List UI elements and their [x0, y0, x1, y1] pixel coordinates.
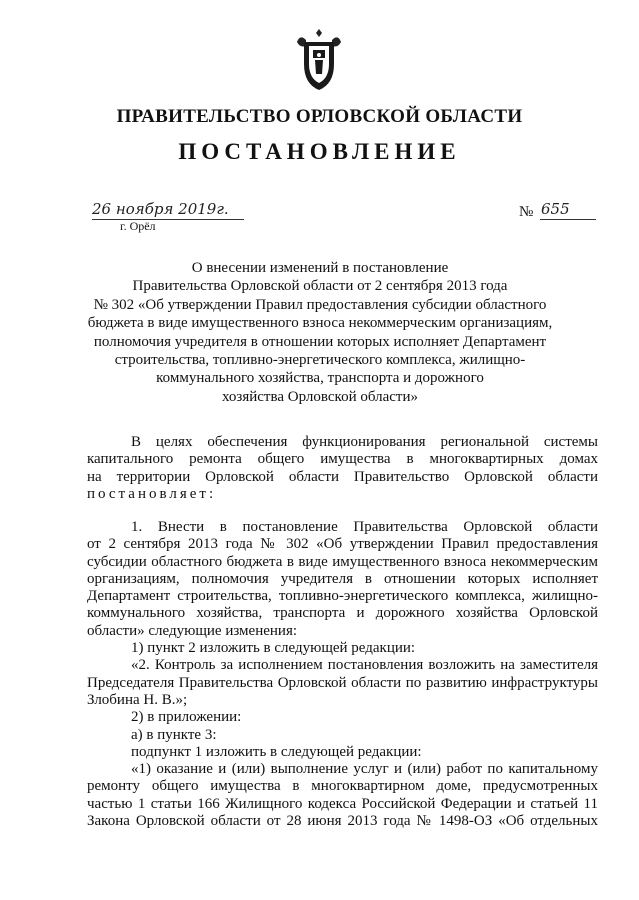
- document-city: г. Орёл: [120, 219, 156, 233]
- preamble-line: на территории Орловской области Правительство Орловской области: [87, 468, 598, 485]
- body-line: организациям, полномочия учредителя в отношении которых исполняет: [87, 570, 598, 587]
- body-line: области» следующие изменения:: [87, 622, 298, 639]
- body-line: Злобина Н. В.»;: [87, 691, 188, 708]
- body-line: от 2 сентября 2013 года № 302 «Об утверждении Правил предоставления: [87, 536, 598, 553]
- number-label: №: [519, 204, 534, 220]
- body-line: субсидии областного бюджета в виде имущественного взноса некоммерческим: [87, 553, 598, 570]
- title-line: бюджета в виде имущественного взноса некоммерческим организациям,: [87, 315, 553, 332]
- document-title: [80, 259, 560, 406]
- body-line: 1. Внести в постановление Правительства Орловской области: [131, 519, 598, 535]
- body-line: «1) оказание и (или) выполнение услуг и (или) работ по капитальному: [131, 761, 598, 778]
- preamble-line: В целях обеспечения функционирования региональной системы: [131, 434, 598, 450]
- body-line: коммунального хозяйства, транспорта и дорожного хозяйства Орловской: [87, 605, 598, 622]
- body-line: 1) пункт 2 изложить в следующей редакции:: [131, 640, 416, 657]
- coat-of-arms-icon: [294, 28, 344, 92]
- title-line: Правительства Орловской области от 2 сентября 2013 года: [132, 278, 508, 295]
- body-line: «2. Контроль за исполнением постановления возложить на заместителя: [131, 657, 598, 674]
- body-line: подпункт 1 изложить в следующей редакции:: [131, 743, 422, 760]
- document-body: [87, 519, 598, 830]
- title-line: строительства, топливно-энергетического комплекса, жилищно-: [114, 352, 526, 369]
- body-line: ремонту общего имущества в многоквартирном доме, предусмотренных: [87, 778, 598, 795]
- preamble: [87, 434, 598, 503]
- body-line: частью 1 статьи 166 Жилищного кодекса Российской Федерации и статьей 11: [87, 795, 598, 812]
- title-line: О внесении изменений в постановление: [191, 260, 449, 276]
- document-number: 655: [541, 200, 570, 218]
- preamble-line: капитального ремонта общего имущества в многоквартирных домах: [87, 451, 598, 468]
- document-type: ПОСТАНОВЛЕНИЕ: [178, 139, 461, 164]
- document-date: 26 ноября 2019г.: [92, 200, 229, 218]
- title-line: хозяйства Орловской области»: [221, 388, 418, 405]
- body-line: Закона Орловской области от 28 июня 2013 года № 1498-ОЗ «Об отдельных: [87, 813, 598, 830]
- date-underline: [92, 219, 244, 220]
- body-line: Департамент строительства, топливно-энергетического комплекса, жилищно-: [87, 588, 598, 605]
- number-underline: [540, 219, 596, 220]
- title-line: полномочия учредителя в отношении которых исполняет Департамент: [93, 333, 547, 350]
- body-line: 2) в приложении:: [131, 709, 242, 726]
- resolves-word: постановляет:: [87, 485, 217, 502]
- title-line: № 302 «Об утверждении Правил предоставления субсидии областного: [93, 296, 547, 313]
- government-name: ПРАВИТЕЛЬСТВО ОРЛОВСКОЙ ОБЛАСТИ: [116, 106, 523, 127]
- body-line: Председателя Правительства Орловской области по развитию инфраструктуры: [87, 674, 598, 691]
- body-line: а) в пункте 3:: [131, 726, 217, 743]
- title-line: коммунального хозяйства, транспорта и дорожного: [156, 370, 484, 387]
